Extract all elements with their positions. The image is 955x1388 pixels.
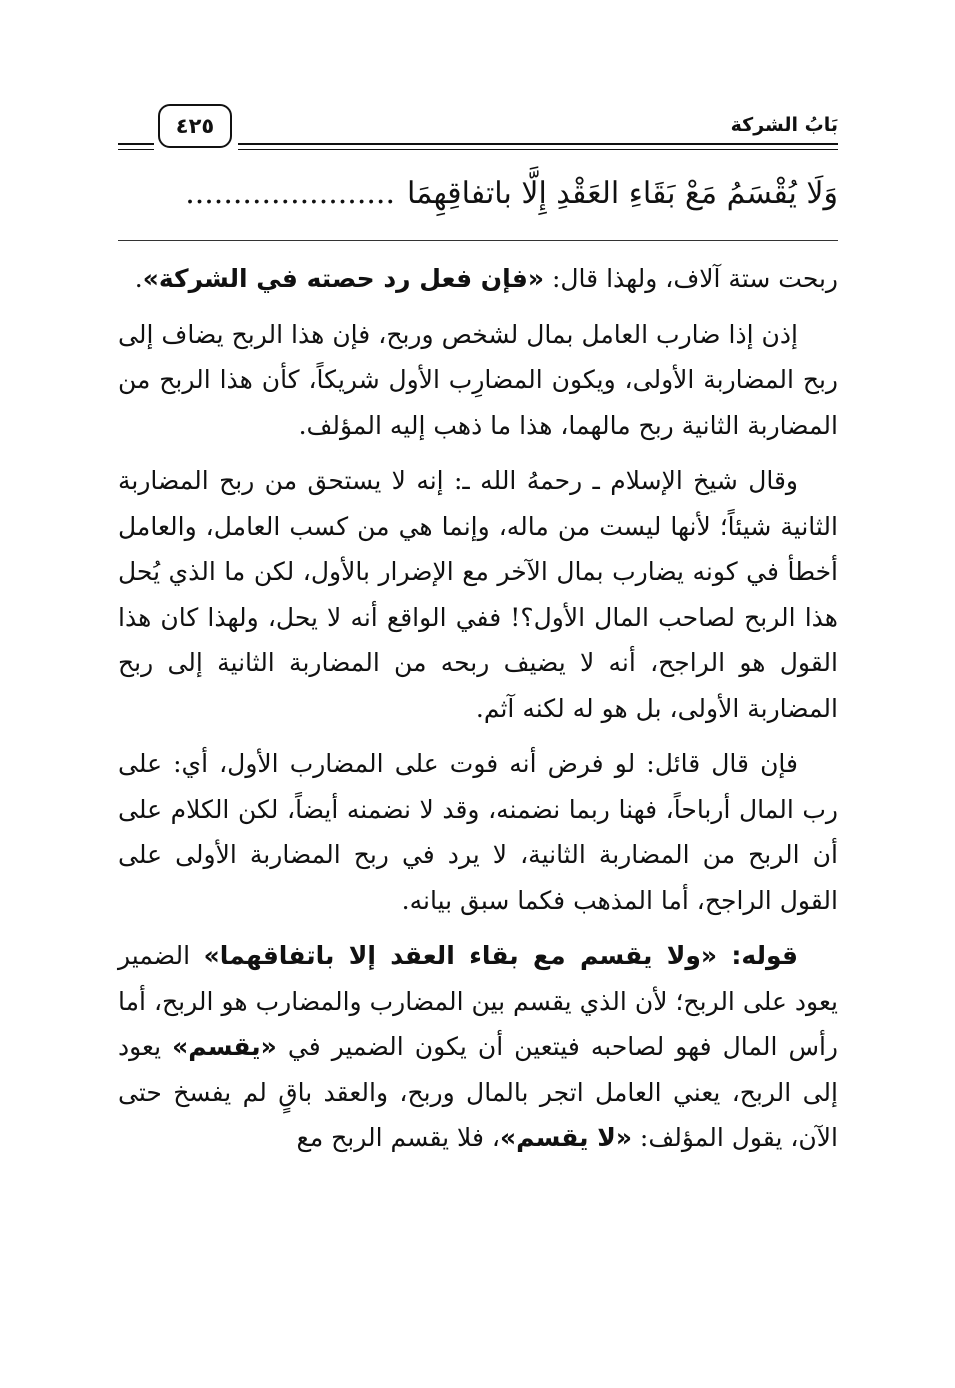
- matn-line: [118, 168, 838, 220]
- page-number-frame: [158, 104, 232, 148]
- bold-quote: «يقسم»: [172, 1032, 277, 1061]
- paragraph: [118, 741, 838, 923]
- paragraph-text: الضمير يعود على الربح؛ لأن الذي يقسم بين المضارب والمضارب هو الربح، أما رأس المال فهو لصاحبه فيتعين أن يكون الضمير في: [118, 941, 839, 1061]
- bold-quote: «فإن فعل رد حصته في الشركة»: [142, 264, 545, 293]
- matn-divider: [118, 240, 838, 241]
- page-number: ٤٢٥: [175, 114, 215, 138]
- paragraph-text: وقال شيخ الإسلام ـ رحمهُ الله ـ: إنه لا يستحق من ربح المضاربة الثانية شيئاً؛ لأنها ليست من ماله، وإنما هي من كسب العامل، والعامل أخطأ في كونه يضارب بمال الآخر مع الإضرار بالأول، لكن ما الذي يُحل هذا الربح لصاحب المال الأول؟! ففي الواقع أنه لا يحل، ولهذا كان هذا القول هو الراجح، أنه لا يضيف ربحه من المضاربة الثانية إلى ربح المضاربة الأولى، بل هو له لكنه آثم.: [118, 466, 838, 723]
- paragraph: [118, 933, 838, 1161]
- paragraph-text: ، فلا يقسم الربح مع: [296, 1123, 500, 1152]
- page-header: [118, 104, 838, 160]
- paragraph-text: إذن إذا ضارب العامل بمال لشخص وربح، فإن هذا الربح يضاف إلى ربح المضاربة الأولى، ويكون المضارِب الأول شريكاً، كأن هذا الربح من المضاربة الثانية ربح مالهما، هذا ما ذهب إليه المؤلف.: [118, 319, 838, 440]
- paragraph-text: ربحت ستة آلاف، ولهذا قال:: [544, 264, 838, 293]
- commentary-body: [118, 256, 838, 1171]
- paragraph-text: فإن قال قائل: لو فرض أنه فوت على المضارب الأول، أي: على رب المال أرباحاً، فهنا ربما نضمنه، وقد لا نضمنه أيضاً، لكن الكلام على أن الربح من المضاربة الثانية، لا يرد في ربح المضاربة الأولى على القول الراجح، أما المذهب فكما سبق بيانه.: [118, 749, 838, 915]
- bold-quote: قوله:: [717, 941, 798, 970]
- paragraph: [118, 458, 838, 731]
- matn-dots: ......................: [185, 176, 395, 211]
- header-rule-short: [118, 143, 154, 150]
- matn-text: وَلَا يُقْسَمُ مَعْ بَقَاءِ العَقْدِ إِلَّا باتفاقِهِمَا: [406, 176, 838, 211]
- bold-quote: «لا يقسم»: [499, 1123, 632, 1152]
- paragraph: [118, 256, 838, 302]
- paragraph-text: يعود إلى الربح، يعني العامل اتجر بالمال وربح، والعقد باقٍ لم يفسخ حتى الآن، يقول المؤلف:: [118, 1032, 838, 1152]
- chapter-title: بَابُ الشركة: [730, 114, 838, 136]
- paragraph-text: .: [134, 264, 143, 293]
- header-rule: [238, 143, 838, 150]
- paragraph: [118, 312, 838, 449]
- bold-quote: «ولا يقسم مع بقاء العقد إلا باتفاقهما»: [203, 941, 718, 970]
